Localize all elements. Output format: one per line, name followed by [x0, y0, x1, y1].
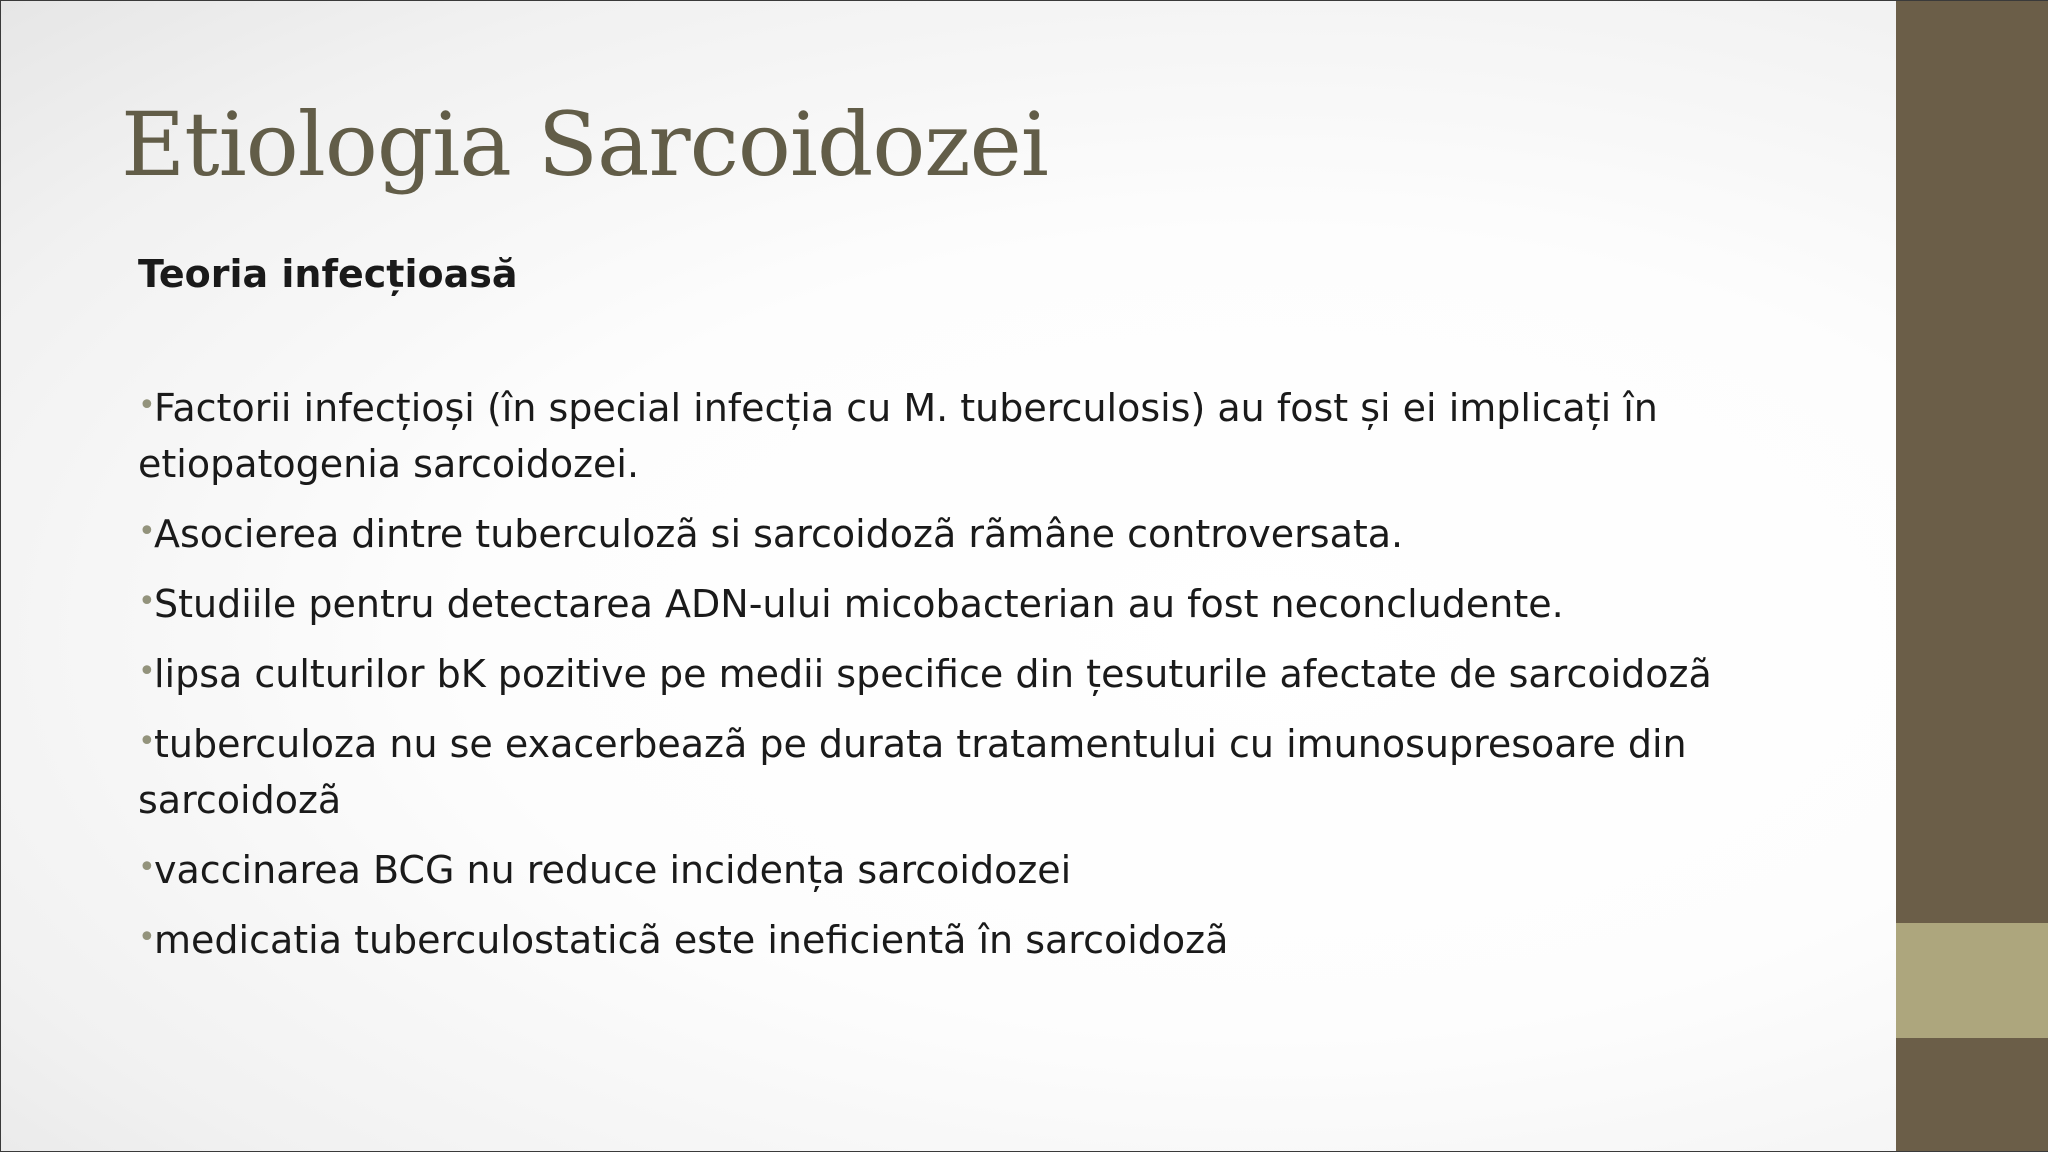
bullet-icon: • [138, 584, 156, 619]
bullet-icon: • [138, 920, 156, 955]
bullet-text: vaccinarea BCG nu reduce incidența sarcoidozei [154, 848, 1072, 892]
decorative-side-accent [1896, 923, 2048, 1038]
bullet-icon: • [138, 724, 156, 759]
bullet-item [138, 840, 1738, 898]
bullet-text: medicatia tuberculostaticã este ineficientã în sarcoidozã [154, 918, 1229, 962]
bullet-item [138, 378, 1738, 492]
bullet-text: lipsa culturilor bK pozitive pe medii specifice din țesuturile afectate de sarcoidozã [154, 652, 1712, 696]
bullet-text: Factorii infecțioși (în special infecția cu M. tuberculosis) au fost și ei implicați în etiopatogenia sarcoidozei. [138, 386, 1658, 486]
bullet-text: Asocierea dintre tuberculozã si sarcoidozã rãmâne controversata. [154, 512, 1404, 556]
slide-subtitle: Teoria infecțioasă [138, 252, 518, 296]
slide-content [138, 246, 1738, 980]
bullet-icon: • [138, 654, 156, 689]
bullet-item [138, 504, 1738, 562]
bullet-item [138, 714, 1738, 828]
bullet-item [138, 910, 1738, 968]
bullet-icon: • [138, 388, 156, 423]
bullet-item [138, 574, 1738, 632]
bullet-icon: • [138, 514, 156, 549]
slide-title: Etiologia Sarcoidozei [121, 93, 1048, 196]
bullet-item [138, 644, 1738, 702]
bullet-text: tuberculoza nu se exacerbeazã pe durata tratamentului cu imunosupresoare din sarcoidozã [138, 722, 1687, 822]
bullet-text: Studiile pentru detectarea ADN-ului micobacterian au fost neconcludente. [154, 582, 1564, 626]
bullet-icon: • [138, 850, 156, 885]
bullet-list [138, 378, 1738, 968]
